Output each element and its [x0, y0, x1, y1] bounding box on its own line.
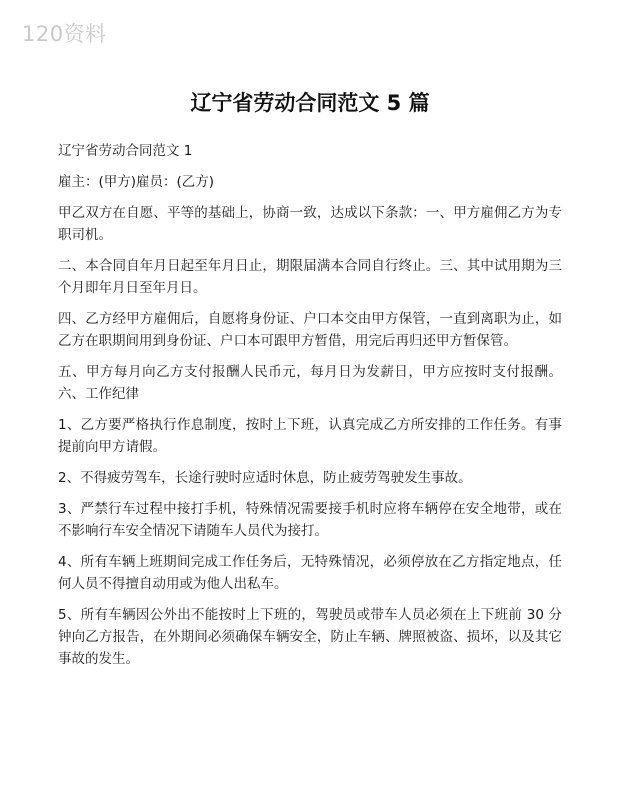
paragraph-rule-1: 1、乙方要严格执行作息制度，按时上下班，认真完成乙方所安排的工作任务。有事提前向甲方请假。 — [58, 417, 562, 455]
paragraph-rule-3: 3、严禁行车过程中接打手机，特殊情况需要接手机时应将车辆停在安全地带，或在不影响行车安全情况下请随车人员代为接打。 — [58, 501, 562, 539]
watermark-logo: 120资料 — [22, 22, 107, 46]
paragraph-parties: 雇主：(甲方)雇员：(乙方) — [58, 174, 215, 190]
document-body — [58, 88, 562, 679]
paragraph-agreement: 甲乙双方在自愿、平等的基础上，协商一致，达成以下条款：一、甲方雇佣乙方为专职司机。 — [58, 205, 562, 243]
paragraph-salary: 五、甲方每月向乙方支付报酬人民币元，每月日为发薪日，甲方应按时支付报酬。六、工作纪律 — [58, 364, 562, 402]
paragraph-rule-5: 5、所有车辆因公外出不能按时上下班的，驾驶员或带车人员必须在上下班前 30 分钟向乙方报告，在外期间必须确保车辆安全，防止车辆、牌照被盗、损坏，以及其它事故的发生。 — [58, 607, 562, 667]
paragraph-term: 二、本合同自年月日起至年月日止，期限届满本合同自行终止。三、其中试用期为三个月即年月日至年月日。 — [58, 258, 562, 296]
paragraph-rule-2: 2、不得疲劳驾车，长途行驶时应适时休息，防止疲劳驾驶发生事故。 — [58, 470, 472, 486]
document-subtitle: 辽宁省劳动合同范文 1 — [58, 143, 193, 159]
paragraph-rule-4: 4、所有车辆上班期间完成工作任务后，无特殊情况，必须停放在乙方指定地点，任何人员不得擅自动用或为他人出私车。 — [58, 554, 562, 592]
paragraph-documents: 四、乙方经甲方雇佣后，自愿将身份证、户口本交由甲方保管，一直到离职为止，如乙方在职期间用到身份证、户口本可跟甲方暂借，用完后再归还甲方暂保管。 — [58, 311, 562, 349]
document-title: 辽宁省劳动合同范文 5 篇 — [190, 91, 430, 115]
